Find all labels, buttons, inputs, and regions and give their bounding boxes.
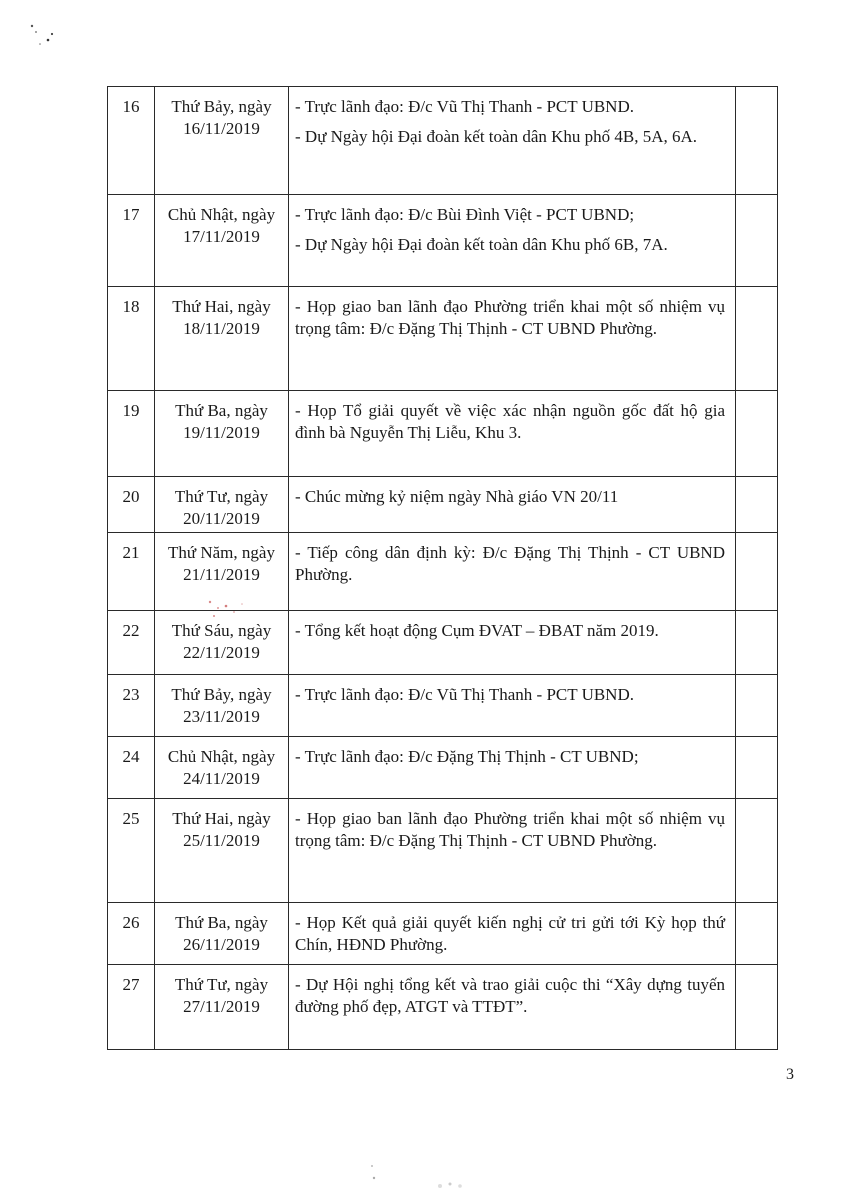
row-date-value: 22/11/2019	[183, 643, 260, 662]
table-row	[108, 965, 778, 1050]
table-row	[108, 287, 778, 391]
row-date	[155, 87, 289, 195]
content-line: - Chúc mừng kỷ niệm ngày Nhà giáo VN 20/11	[295, 487, 619, 506]
scan-noise	[360, 1160, 480, 1190]
page-number: 3	[786, 1066, 794, 1083]
content-line: - Trực lãnh đạo: Đ/c Vũ Thị Thanh - PCT UBND.	[295, 97, 634, 116]
row-day: Thứ Bảy, ngày	[171, 685, 272, 704]
content-line: - Trực lãnh đạo: Đ/c Bùi Đình Việt - PCT UBND;	[295, 205, 635, 224]
row-day: Thứ Bảy, ngày	[171, 97, 272, 116]
row-note	[736, 737, 778, 799]
row-number: 19	[108, 391, 155, 477]
table-row	[108, 799, 778, 903]
row-content	[289, 477, 736, 533]
row-day: Thứ Tư, ngày	[174, 975, 269, 994]
table-row	[108, 675, 778, 737]
row-date-value: 17/11/2019	[183, 227, 260, 246]
row-date-value: 25/11/2019	[183, 831, 260, 850]
row-day: Thứ Ba, ngày	[175, 913, 268, 932]
row-number: 18	[108, 287, 155, 391]
row-content	[289, 737, 736, 799]
content-line: - Dự Ngày hội Đại đoàn kết toàn dân Khu phố 4B, 5A, 6A.	[295, 127, 698, 146]
row-number: 17	[108, 195, 155, 287]
row-date	[155, 737, 289, 799]
row-number: 23	[108, 675, 155, 737]
table-row	[108, 477, 778, 533]
row-date-value: 23/11/2019	[183, 707, 260, 726]
row-day: Thứ Hai, ngày	[172, 297, 271, 316]
row-note	[736, 533, 778, 611]
row-note	[736, 965, 778, 1050]
content-line: - Trực lãnh đạo: Đ/c Đặng Thị Thịnh - CT UBND;	[295, 747, 639, 766]
row-note	[736, 391, 778, 477]
content-line: - Tiếp công dân định kỳ: Đ/c Đặng Thị Thịnh - CT UBND Phường.	[295, 543, 725, 584]
schedule-table	[107, 86, 778, 1050]
row-day: Chủ Nhật, ngày	[167, 747, 276, 766]
row-day: Thứ Tư, ngày	[174, 487, 269, 506]
row-date-value: 21/11/2019	[183, 565, 260, 584]
content-line: - Tổng kết hoạt động Cụm ĐVAT – ĐBAT năm 2019.	[295, 621, 659, 640]
row-note	[736, 903, 778, 965]
row-note	[736, 611, 778, 675]
row-number: 22	[108, 611, 155, 675]
row-number: 25	[108, 799, 155, 903]
row-number: 27	[108, 965, 155, 1050]
row-date-value: 19/11/2019	[183, 423, 260, 442]
row-date	[155, 195, 289, 287]
scan-marks	[10, 10, 70, 50]
row-number: 16	[108, 87, 155, 195]
row-date	[155, 391, 289, 477]
table-row	[108, 903, 778, 965]
content-line: - Họp giao ban lãnh đạo Phường triển khai một số nhiệm vụ trọng tâm: Đ/c Đặng Thị Thịnh - CT UBND Phường.	[295, 297, 725, 338]
row-date-value: 18/11/2019	[183, 319, 260, 338]
row-date-value: 20/11/2019	[183, 509, 260, 528]
row-note	[736, 477, 778, 533]
row-number: 20	[108, 477, 155, 533]
row-date	[155, 675, 289, 737]
row-number: 21	[108, 533, 155, 611]
row-content	[289, 611, 736, 675]
row-date	[155, 965, 289, 1050]
row-date-value: 16/11/2019	[183, 119, 260, 138]
table-row	[108, 391, 778, 477]
row-day: Chủ Nhật, ngày	[167, 205, 276, 224]
row-number: 26	[108, 903, 155, 965]
row-note	[736, 799, 778, 903]
content-line: - Dự Ngày hội Đại đoàn kết toàn dân Khu phố 6B, 7A.	[295, 235, 668, 254]
row-day: Thứ Năm, ngày	[168, 543, 275, 562]
content-line: - Họp Kết quả giải quyết kiến nghị cử tri gửi tới Kỳ họp thứ Chín, HĐND Phường.	[295, 913, 725, 954]
table-row	[108, 87, 778, 195]
row-content	[289, 391, 736, 477]
row-day: Thứ Sáu, ngày	[171, 621, 272, 640]
row-date	[155, 799, 289, 903]
row-content	[289, 195, 736, 287]
table-row	[108, 195, 778, 287]
stamp-smudge	[200, 588, 260, 624]
row-number: 24	[108, 737, 155, 799]
row-date	[155, 477, 289, 533]
row-note	[736, 87, 778, 195]
row-note	[736, 195, 778, 287]
row-day: Thứ Hai, ngày	[172, 809, 271, 828]
row-content	[289, 965, 736, 1050]
row-content	[289, 87, 736, 195]
row-content	[289, 287, 736, 391]
row-date-value: 24/11/2019	[183, 769, 260, 788]
content-line: - Trực lãnh đạo: Đ/c Vũ Thị Thanh - PCT UBND.	[295, 685, 634, 704]
row-date	[155, 287, 289, 391]
row-note	[736, 675, 778, 737]
content-line: - Họp Tổ giải quyết về việc xác nhận nguồn gốc đất hộ gia đình bà Nguyễn Thị Liễu, Khu 3.	[295, 401, 725, 442]
table-row	[108, 737, 778, 799]
row-content	[289, 799, 736, 903]
row-date	[155, 903, 289, 965]
row-date-value: 26/11/2019	[183, 935, 260, 954]
schedule-body	[108, 87, 778, 1050]
content-line: - Dự Hội nghị tổng kết và trao giải cuộc thi “Xây dựng tuyến đường phố đẹp, ATGT và TTĐT”.	[295, 975, 725, 1016]
row-content	[289, 533, 736, 611]
row-day: Thứ Ba, ngày	[175, 401, 268, 420]
row-note	[736, 287, 778, 391]
content-line: - Họp giao ban lãnh đạo Phường triển khai một số nhiệm vụ trọng tâm: Đ/c Đặng Thị Thịnh - CT UBND Phường.	[295, 809, 725, 850]
row-date-value: 27/11/2019	[183, 997, 260, 1016]
row-content	[289, 675, 736, 737]
row-content	[289, 903, 736, 965]
